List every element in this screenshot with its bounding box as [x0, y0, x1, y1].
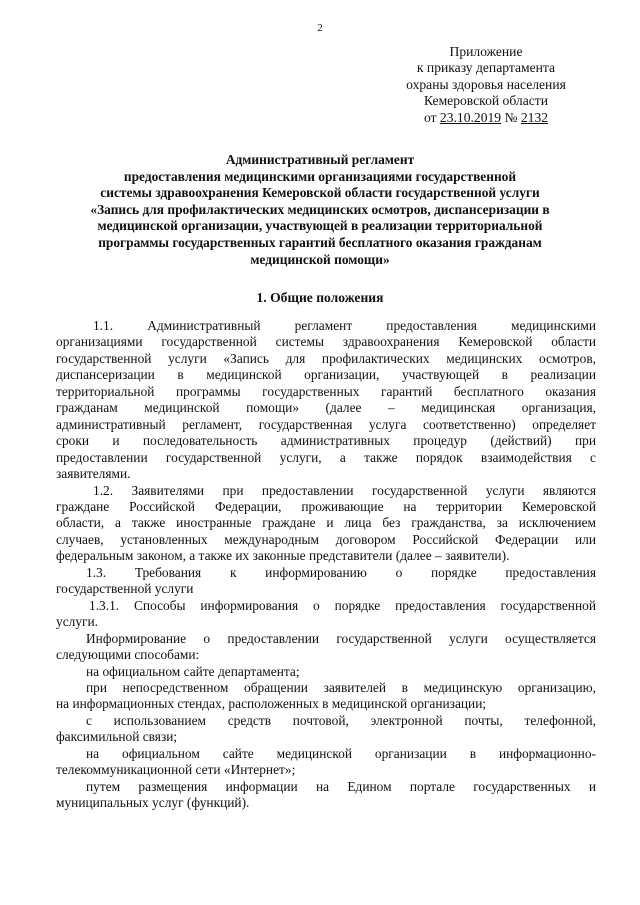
title-line: Административный регламент	[225, 152, 415, 167]
body-line: государственной услуги «Запись для профилактических медицинских осмотров,	[56, 350, 596, 366]
body-line: Информирование о предоставлении государственной услуги осуществляется	[86, 630, 596, 646]
body-line: путем размещения информации на Едином портале государственных и	[86, 778, 596, 794]
body-line: гражданам медицинской помощи» (далее – медицинская организация,	[56, 400, 596, 416]
body-line: 1.1. Административный регламент предоставления медицинскими	[93, 318, 596, 333]
body-line: организациями государственной системы здравоохранения Кемеровской области	[56, 334, 596, 350]
body-line: области, а также иностранные граждане и лица без гражданства, за исключением	[56, 515, 596, 531]
body-line: предоставлении государственной услуги, а также порядок взаимодействия с	[56, 449, 596, 465]
body-line: граждане Российской Федерации, проживающие на территории Кемеровской	[56, 498, 596, 514]
title-line: медицинской организации, участвующей в реализации территориальной	[97, 218, 543, 234]
order-date: 23.10.2019	[439, 109, 502, 125]
body-line: на официальном сайте департамента;	[86, 663, 300, 679]
order-date-prefix: от	[423, 109, 440, 125]
appendix-order-line	[396, 110, 576, 126]
body-line: заявителями.	[56, 466, 131, 482]
title-line: системы здравоохранения Кемеровской области государственной услуги	[100, 185, 540, 201]
appendix-block	[396, 44, 576, 126]
body-line: федеральным законом, а также их законные представители (далее – заявители).	[56, 548, 510, 564]
order-number: 2132	[520, 109, 549, 125]
document-title	[40, 152, 600, 268]
body-line: государственной услуги	[56, 581, 194, 597]
body-line: при непосредственном обращении заявителей в медицинскую организацию,	[86, 679, 596, 695]
appendix-line: Кемеровской области	[423, 93, 548, 109]
body-line: муниципальных услуг (функций).	[56, 795, 250, 811]
body-line: 1.3.1. Способы информирования о порядке предоставления государственной	[89, 597, 596, 613]
body-line: на информационных стендах, расположенных в медицинской организации;	[56, 696, 487, 712]
body-line: следующими способами:	[56, 647, 200, 663]
body-line: 1.3. Требования к информированию о порядке предоставления	[86, 564, 596, 580]
order-number-sign: №	[501, 109, 521, 125]
appendix-line: Приложение	[449, 44, 523, 59]
body-line: с использованием средств почтовой, электронной почты, телефонной,	[86, 712, 596, 728]
title-line: «Запись для профилактических медицинских осмотров, диспансеризации в	[90, 201, 550, 217]
body-line: на официальном сайте медицинской организации в информационно-	[86, 745, 596, 761]
title-line: предоставления медицинскими организациями государственной	[123, 168, 517, 184]
title-line: программы государственных гарантий бесплатного оказания гражданам	[98, 234, 542, 250]
title-line: медицинской помощи»	[250, 251, 390, 267]
body-line: сроки и последовательность административных процедур (действий) при	[56, 433, 596, 449]
appendix-line: охраны здоровья населения	[406, 76, 566, 92]
appendix-line: к приказу департамента	[416, 60, 556, 76]
body-line: услуги.	[56, 614, 99, 630]
document-body	[56, 318, 596, 812]
page-number: 2	[317, 22, 323, 34]
body-line: территориальной программы государственных гарантий бесплатного оказания	[56, 383, 596, 399]
body-line: случаев, установленных международным договором Российской Федерации или	[56, 531, 596, 547]
body-line: диспансеризации в медицинской организации, участвующей в реализации	[56, 367, 596, 383]
section-heading: 1. Общие положения	[256, 290, 384, 305]
body-line: телекоммуникационной сети «Интернет»;	[56, 762, 296, 778]
body-line: административный регламент, государственная услуга соответственно) определяет	[56, 416, 596, 432]
body-line: факсимильной связи;	[56, 729, 178, 745]
body-line: 1.2. Заявителями при предоставлении государственной услуги являются	[93, 482, 596, 498]
